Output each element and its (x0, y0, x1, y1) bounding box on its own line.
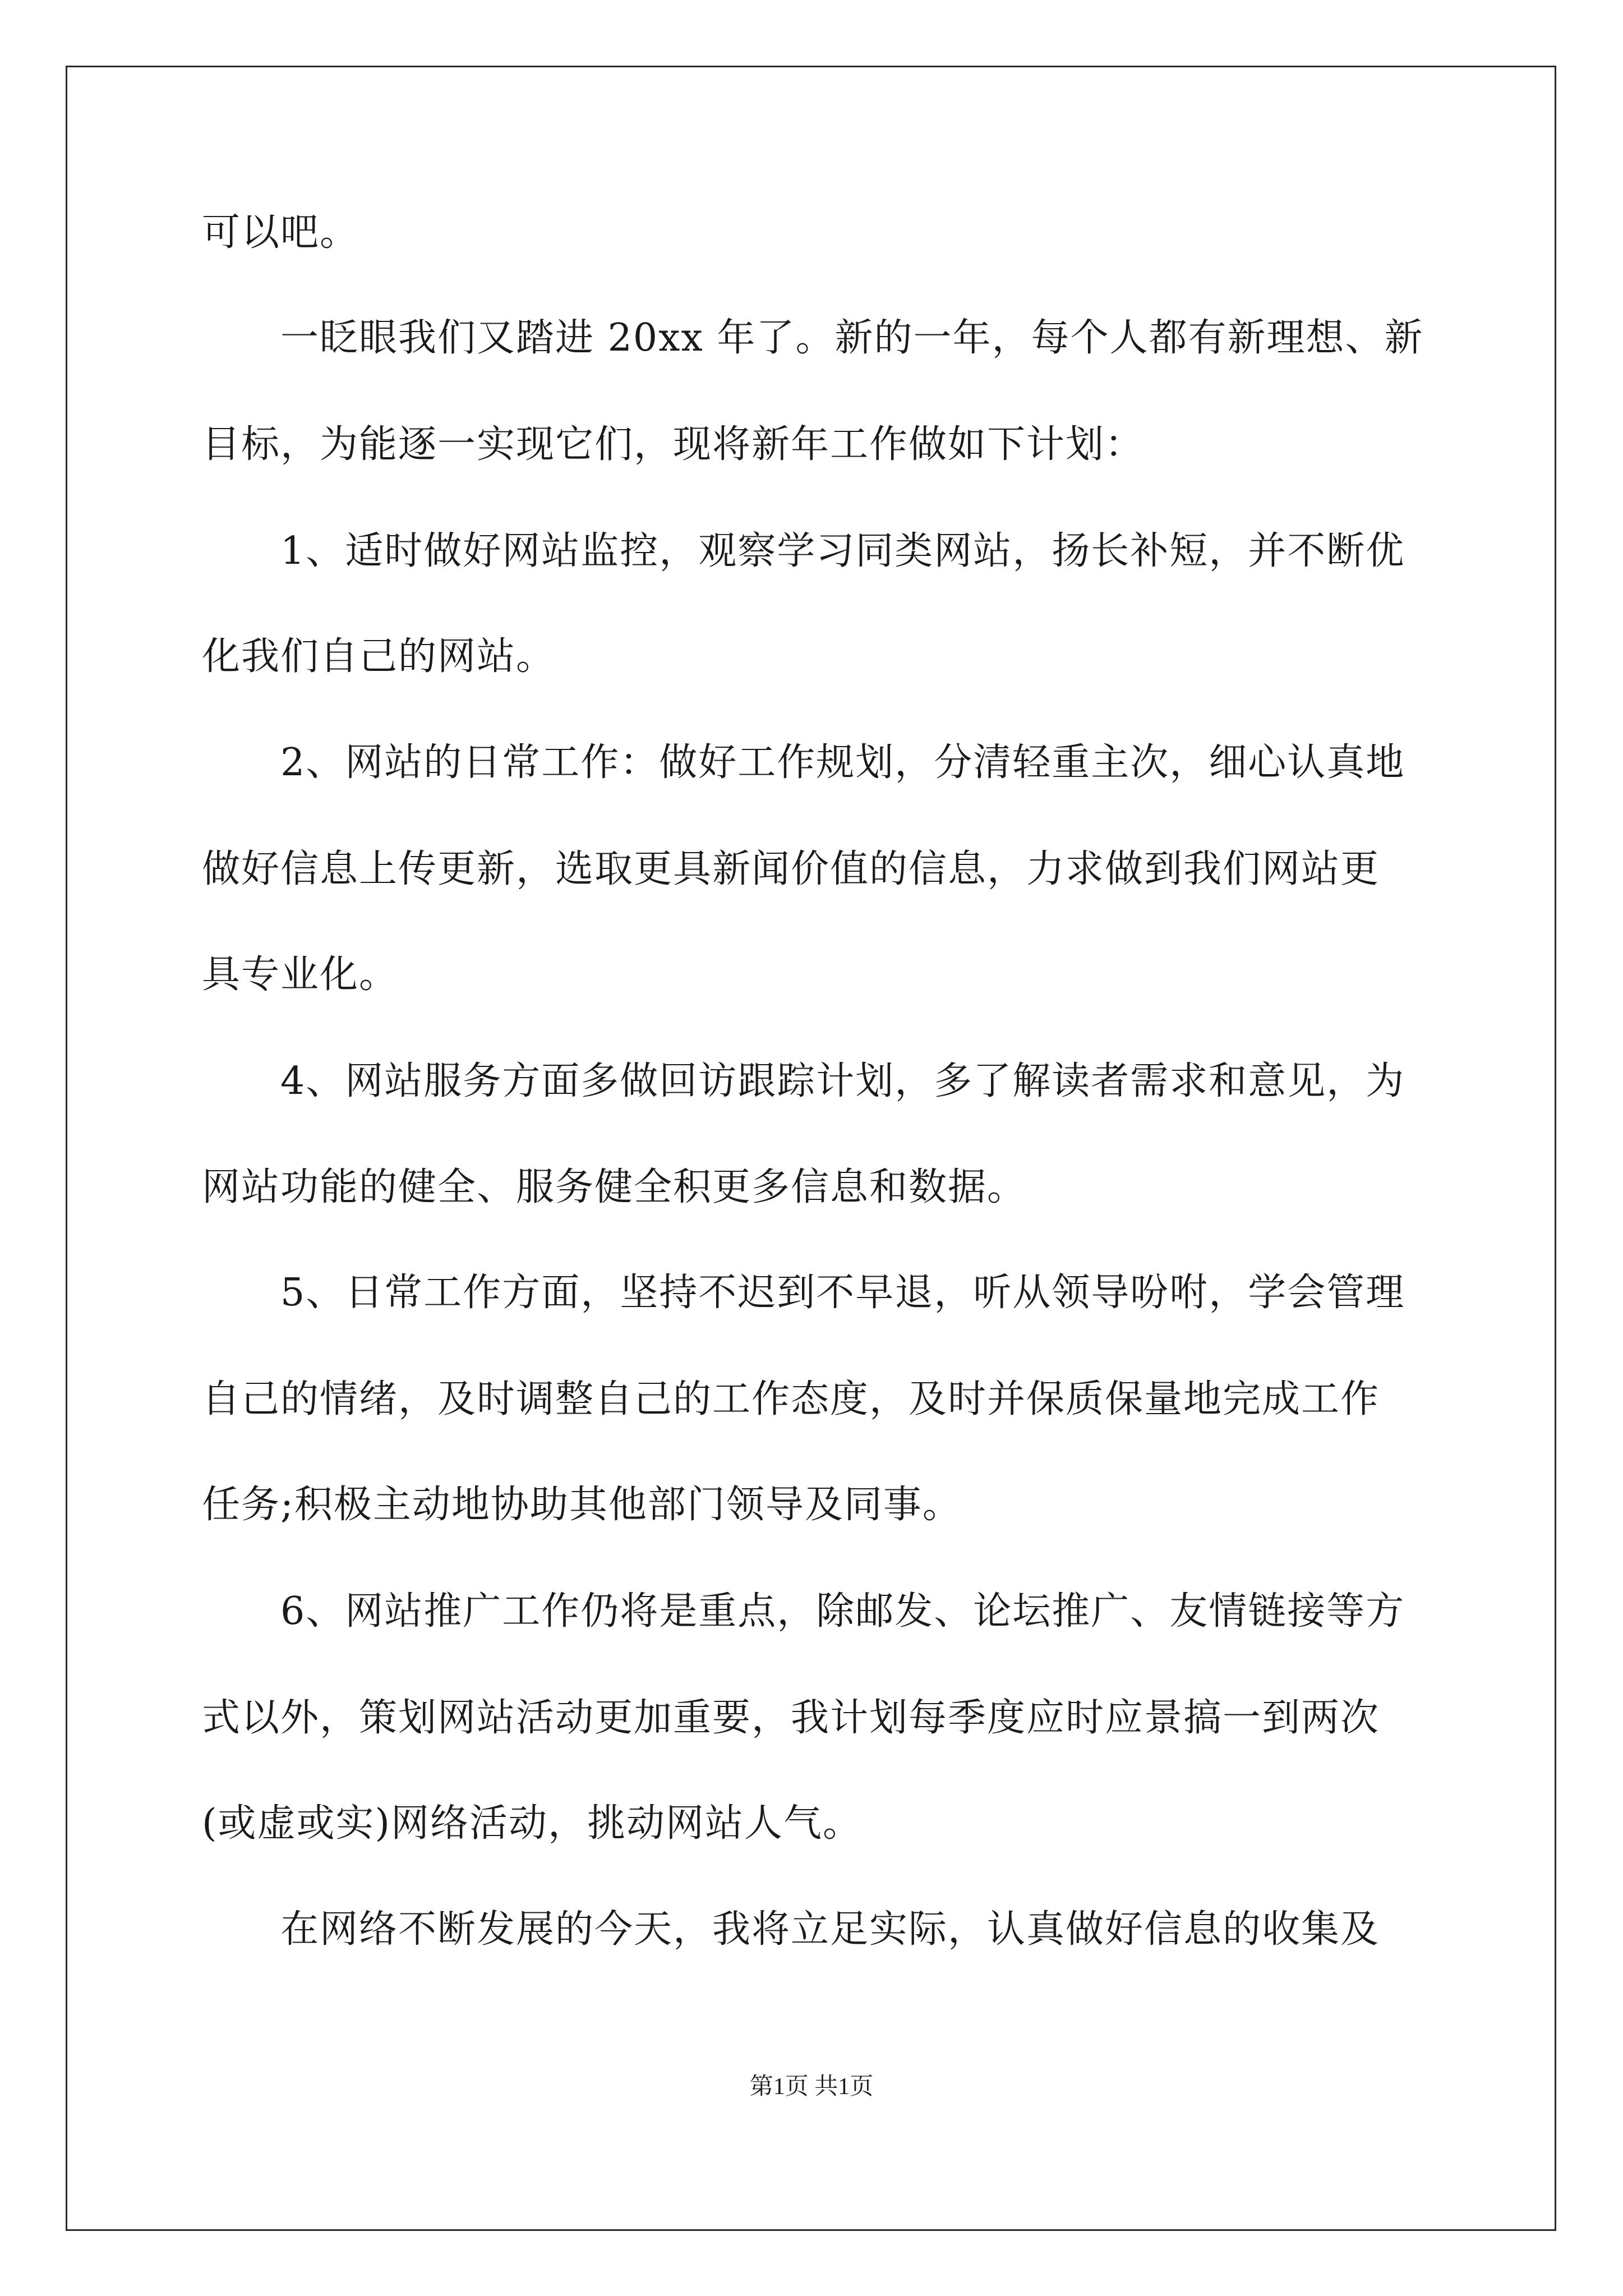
paragraph-first-line: 一眨眼我们又踏进 20xx 年了。新的一年，每个人都有新理想、新 (280, 316, 1424, 360)
text-line: 网站功能的健全、服务健全积更多信息和数据。 (202, 1165, 1027, 1209)
text-line: 具专业化。 (202, 953, 399, 997)
text-line: 自己的情绪，及时调整自己的工作态度，及时并保质保量地完成工作 (202, 1377, 1380, 1421)
text-line: 式以外，策划网站活动更加重要，我计划每季度应时应景搞一到两次 (202, 1696, 1380, 1740)
page-number-footer: 第1页 共1页 (749, 2074, 874, 2100)
paragraph-first-line: 6、网站推广工作仍将是重点，除邮发、论坛推广、友情链接等方 (280, 1589, 1405, 1634)
text-line: (或虚或实)网络活动，挑动网站人气。 (202, 1801, 863, 1846)
paragraph-first-line: 2、网站的日常工作：做好工作规划，分清轻重主次，细心认真地 (280, 740, 1405, 785)
text-line: 做好信息上传更新，选取更具新闻价值的信息，力求做到我们网站更 (202, 847, 1380, 891)
text-line: 化我们自己的网站。 (202, 634, 556, 679)
text-line: 任务;积极主动地协助其他部门领导及同事。 (202, 1483, 962, 1527)
paragraph-first-line: 4、网站服务方面多做回访跟踪计划，多了解读者需求和意见，为 (280, 1059, 1405, 1103)
text-line: 可以吧。 (202, 210, 359, 255)
text-line: 目标，为能逐一实现它们，现将新年工作做如下计划： (202, 422, 1145, 467)
paragraph-first-line: 1、适时做好网站监控，观察学习同类网站，扬长补短，并不断优 (280, 529, 1405, 573)
paragraph-first-line: 在网络不断发展的今天，我将立足实际，认真做好信息的收集及 (280, 1907, 1380, 1952)
paragraph-first-line: 5、日常工作方面，坚持不迟到不早退，听从领导吩咐，学会管理 (280, 1271, 1405, 1315)
